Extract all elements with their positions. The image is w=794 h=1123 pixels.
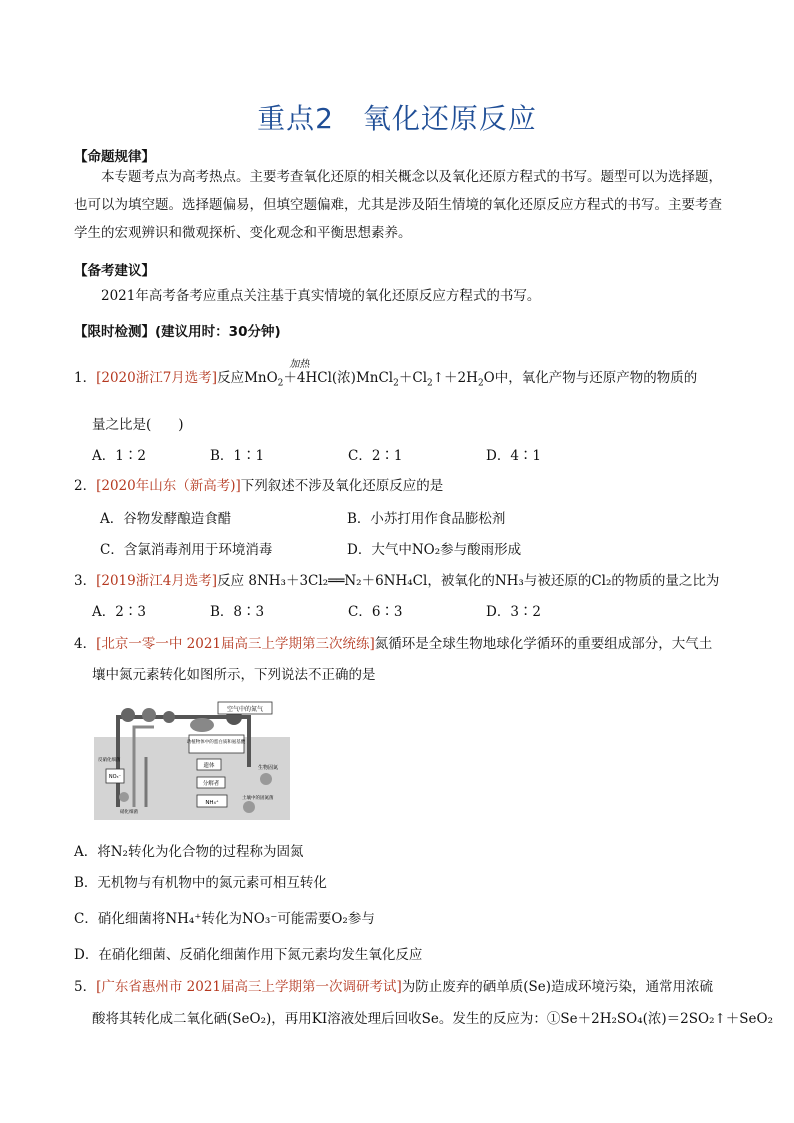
diagram-label-soil: 土壤中的固氮菌: [242, 796, 274, 801]
section-advice-text: 2021年高考备考应重点关注基于真实情境的氧化还原反应方程式的书写。: [101, 288, 541, 304]
question-3-option-c: C．6∶3: [348, 604, 403, 620]
question-5-stem-line1: 5．[广东省惠州市 2021届高三上学期第一次调研考试]为防止废弃的硒单质(Se)造成环境污染，通常用浓硫: [74, 979, 714, 995]
question-4-source: [北京一零一中 2021届高三上学期第三次统练]: [96, 636, 375, 652]
question-1-option-d: D．4∶1: [486, 448, 542, 464]
section-rule-title: 【命题规律】: [74, 149, 155, 165]
question-1-option-a: A．1∶2: [92, 448, 146, 464]
question-1-option-c: C．2∶1: [348, 448, 403, 464]
question-5-source: [广东省惠州市 2021届高三上学期第一次调研考试]: [96, 979, 402, 995]
diagram-label-decomposer: 分解者: [202, 781, 220, 787]
question-2-option-d: D．大气中NO₂参与酸雨形成: [347, 542, 522, 558]
question-2-option-c: C．含氯消毒剂用于环境消毒: [100, 542, 273, 558]
question-2-option-b: B．小苏打用作食品膨松剂: [347, 511, 506, 527]
question-4-option-d: D．在硝化细菌、反硝化细菌作用下氮元素均发生氧化反应: [74, 947, 423, 963]
question-4-stem-line1: 4．[北京一零一中 2021届高三上学期第三次统练]氮循环是全球生物地球化学循环的重要组成部分，大气土: [74, 636, 713, 652]
question-5-stem-line2: 酸将其转化成二氧化硒(SeO₂)，再用KI溶液处理后回收Se。发生的反应为：①Se＋2H₂SO₄(浓)＝2SO₂↑＋SeO₂: [92, 1011, 774, 1027]
question-4-option-a: A．将N₂转化为化合物的过程称为固氮: [74, 844, 304, 860]
question-3-option-d: D．3∶2: [486, 604, 542, 620]
section-test-title: 【限时检测】(建议用时：30分钟): [74, 324, 281, 340]
nitrogen-cycle-diagram: [94, 697, 290, 820]
question-4-option-c: C．硝化细菌将NH₄⁺转化为NO₃⁻可能需要O₂参与: [74, 911, 375, 927]
question-2-option-a: A．谷物发酵酿造食醋: [100, 511, 232, 527]
diagram-label-no3: NO₃⁻: [108, 774, 122, 780]
question-3-stem: 3．[2019浙江4月选考]反应 8NH₃＋3Cl₂══N₂＋6NH₄Cl，被氧化的NH₃与被还原的Cl₂的物质的量之比为: [74, 573, 720, 589]
section-rule-text: 本专题考点为高考热点。主要考查氧化还原的相关概念以及氧化还原方程式的书写。题型可以为选择题，也可以为填空题。选择题偏易，但填空题偏难，尤其是涉及陌生情境的氧化还原反应方程式的书写。主要考查学生的宏观辨识和微观探析、变化观念和平衡思想素养。: [74, 169, 722, 241]
question-1-option-b: B．1∶1: [210, 448, 265, 464]
question-2-stem: 2．[2020年山东（新高考)]下列叙述不涉及氧化还原反应的是: [74, 478, 444, 494]
question-1-source: [2020浙江7月选考]: [96, 370, 218, 386]
question-1-stem: 1．[2020浙江7月选考]反应MnO$_2$＋4HCl(浓) 加热 $MnCl_2+Cl_2↑+2H_2O$中，氧化产物与还原产物的物质的: [74, 359, 698, 389]
heat-condition: ＋4HCl(浓) 加热: [283, 359, 356, 386]
question-3-option-b: B．8∶3: [210, 604, 265, 620]
diagram-label-nh4: NH₄⁺: [205, 800, 219, 806]
diagram-label-denitrify: 反硝化细菌: [98, 758, 121, 763]
section-advice-title: 【备考建议】: [74, 263, 155, 279]
diagram-label-nitrify: 硝化细菌: [120, 810, 138, 815]
diagram-label-fix: 生物固氮: [258, 765, 279, 771]
question-4-option-b: B．无机物与有机物中的氮元素可相互转化: [74, 875, 327, 891]
diagram-label-air: 空气中的氮气: [226, 706, 264, 713]
question-2-source: [2020年山东（新高考)]: [96, 478, 241, 494]
diagram-label-protein: 动植物体中的蛋白质和氨基酸: [186, 740, 246, 745]
page-title: 重点2 氧化还原反应: [257, 102, 537, 135]
question-4-stem-line2: 壤中氮元素转化如图所示，下列说法不正确的是: [92, 667, 376, 683]
question-3-source: [2019浙江4月选考]: [96, 573, 218, 589]
question-3-option-a: A．2∶3: [92, 604, 146, 620]
diagram-label-remains: 遗体: [203, 763, 215, 769]
question-1-line2: 量之比是( ): [92, 417, 184, 433]
